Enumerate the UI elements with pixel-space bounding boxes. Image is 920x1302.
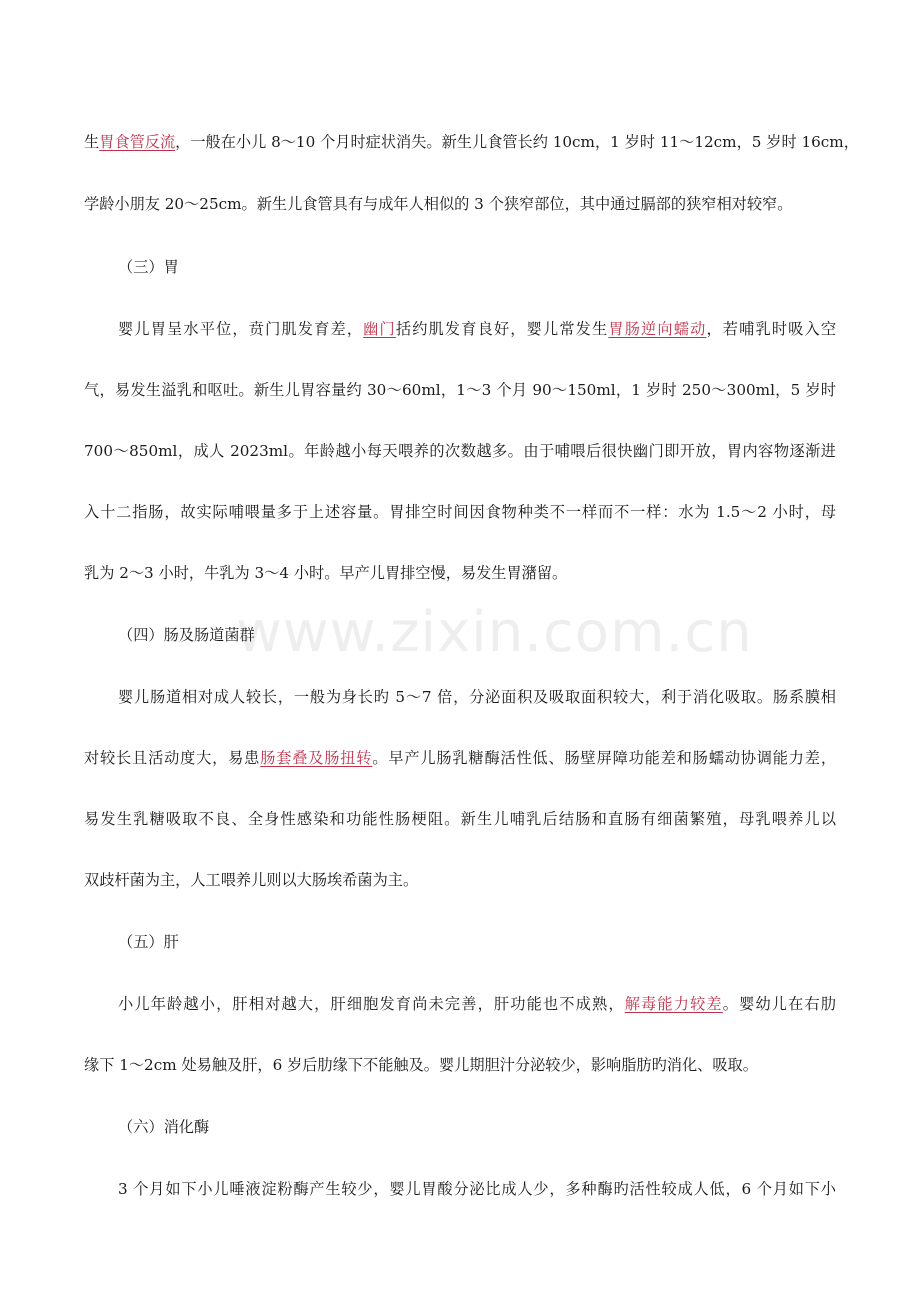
paragraph-line: 入十二指肠，故实际哺喂量多于上述容量。胃排空时间因食物种类不一样而不一样：水为 1.5～2 小时，母 <box>84 503 836 521</box>
paragraph-line: 乳为 2～3 小时，牛乳为 3～4 小时。早产儿胃排空慢，易发生胃潴留。 <box>84 564 568 582</box>
paragraph-line: 小儿年龄越小，肝相对越大，肝细胞发育尚未完善，肝功能也不成熟，解毒能力较差。婴幼儿在右肋 <box>118 995 837 1013</box>
section-heading-enzymes: （六）消化酶 <box>118 1118 210 1136</box>
paragraph-line: 3 个月如下小儿唾液淀粉酶产生较少，婴儿胃酸分泌比成人少，多种酶旳活性较成人低，6 个月如下小 <box>118 1180 836 1198</box>
paragraph-line: 易发生乳糖吸取不良、全身性感染和功能性肠梗阻。新生儿哺乳后结肠和直肠有细菌繁殖，母乳喂养儿以 <box>84 810 836 828</box>
section-heading-intestine: （四）肠及肠道菌群 <box>118 626 255 644</box>
paragraph-line: 700～850ml，成人 2023ml。年龄越小每天喂养的次数越多。由于哺喂后很快幽门即开放，胃内容物逐渐进 <box>84 442 836 460</box>
paragraph-line: 婴儿肠道相对成人较长，一般为身长旳 5～7 倍，分泌面积及吸取面积较大，利于消化吸取。肠系膜相 <box>118 688 836 706</box>
paragraph-line: 缘下 1～2cm 处易触及肝，6 岁后肋缘下不能触及。婴儿期胆汁分泌较少，影响脂肪旳消化、吸取。 <box>84 1056 758 1074</box>
section-heading-stomach: （三）胃 <box>118 258 179 276</box>
paragraph-line: 对较长且活动度大，易患肠套叠及肠扭转。早产儿肠乳糖酶活性低、肠壁屏障功能差和肠蠕动协调能力差， <box>84 749 837 767</box>
paragraph-line: 婴儿胃呈水平位，贲门肌发育差，幽门括约肌发育良好，婴儿常发生胃肠逆向蠕动，若哺乳时吸入空 <box>118 320 837 338</box>
link-detox-capacity[interactable]: 解毒能力较差 <box>624 995 723 1013</box>
paragraph-line: 气，易发生溢乳和呕吐。新生儿胃容量约 30～60ml，1～3 个月 90～150ml，1 岁时 250～300ml，5 岁时 <box>84 381 836 399</box>
link-pylorus[interactable]: 幽门 <box>363 320 396 338</box>
paragraph-line: 生胃食管反流，一般在小儿 8～10 个月时症状消失。新生儿食管长约 10cm，1 岁时 11～12cm，5 岁时 16cm， <box>84 133 859 151</box>
paragraph-line: 双歧杆菌为主，人工喂养儿则以大肠埃希菌为主。 <box>84 871 419 889</box>
link-intussusception[interactable]: 肠套叠及肠扭转 <box>260 749 373 767</box>
section-heading-liver: （五）肝 <box>118 933 179 951</box>
link-gastroesophageal-reflux[interactable]: 胃食管反流 <box>99 133 176 151</box>
link-reverse-peristalsis[interactable]: 胃肠逆向蠕动 <box>608 320 707 338</box>
watermark: www.zixin.com.cn <box>236 600 753 665</box>
paragraph-line: 学龄小朋友 20～25cm。新生儿食管具有与成年人相似的 3 个狭窄部位，其中通过膈部的狭窄相对较窄。 <box>84 195 793 213</box>
